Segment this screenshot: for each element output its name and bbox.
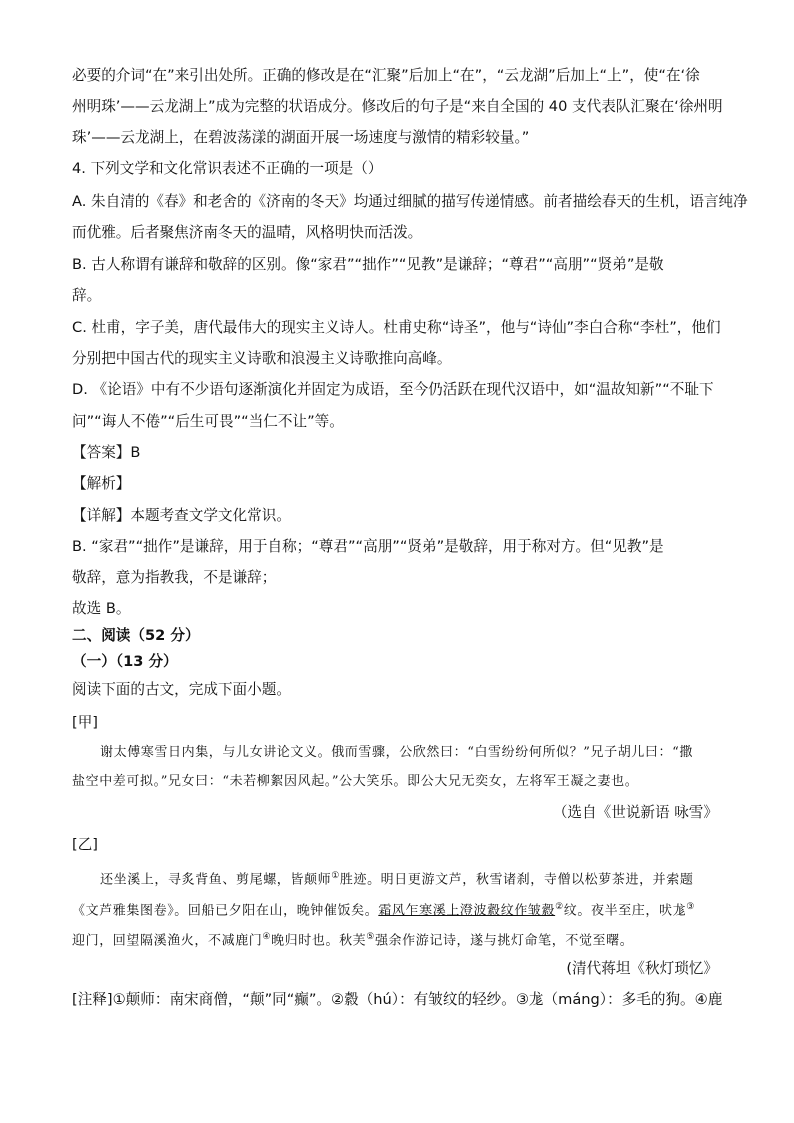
annotation-line: [注释]①颠师：南宋商僧，“颠”同“癫”。②縠（hú）：有皱纹的轻纱。③尨（máng）：多毛的狗。④鹿: [72, 991, 723, 1008]
passage-yi-line-2: [72, 897, 695, 921]
question-4-stem: 4. 下列文学和文化常识表述不正确的一项是（）: [72, 160, 383, 177]
option-c-line-1: C. 杜甫，字子美，唐代最伟大的现实主义诗人。杜甫史称“诗圣”，他与“诗仙”李白合称“李杜”，他们: [72, 319, 721, 336]
explanation-line-2: 敬辞，意为指教我，不是谦辞；: [72, 569, 277, 586]
intro-line-3: 珠’——云龙湖上，在碧波荡漾的湖面开展一场速度与激情的精彩较量。”: [72, 129, 530, 146]
note-mark-5: ⑤: [366, 932, 375, 942]
intro-line-2: 州明珠’——云龙湖上”成为完整的状语成分。修改后的句子是“来自全国的 40 支代表队汇聚在‘徐州明: [72, 98, 723, 115]
note-mark-1: ①: [331, 871, 340, 881]
analysis-tag: 【解析】: [72, 475, 131, 492]
subsection-title: （一）（13 分）: [72, 653, 178, 670]
passage-yi-line-1: [100, 866, 693, 890]
passage-yi-text: 晚归时也。秋芙: [271, 933, 367, 949]
passage-yi-text: 迎门，回望隔溪渔火，不减鹿门: [72, 933, 263, 949]
passage-yi-source: (清代蒋坦《秋灯琐忆》: [566, 960, 718, 977]
option-a-line-2: 而优雅。后者聚焦济南冬天的温晴，风格明快而活泼。: [72, 224, 423, 241]
reading-instruction: 阅读下面的古文，完成下面小题。: [72, 681, 291, 698]
answer-tag: 【答案】: [72, 444, 131, 461]
passage-jia-label: [甲]: [72, 714, 98, 731]
detail-line: [72, 506, 291, 526]
explanation-line-1: B. “家君”“拙作”是谦辞，用于自称；“尊君”“高朋”“贤弟”是敬辞，用于称对方。但“见教”是: [72, 538, 664, 555]
passage-yi-text: 《文芦雅集图卷》。回船已夕阳在山，晚钟催饭矣。: [72, 903, 379, 919]
option-b-line-1: B. 古人称谓有谦辞和敬辞的区别。像“家君”“拙作”“见教”是谦辞；“尊君”“高朋”“贤弟”是敬: [72, 256, 664, 273]
passage-yi-text: 还坐溪上，寻炙背鱼、剪尾螺，皆颠师: [100, 872, 332, 888]
passage-yi-line-3: [72, 927, 633, 951]
passage-yi-label: [乙]: [72, 836, 98, 853]
underlined-sentence: 霜风乍寒溪上澄波縠纹作皱縠: [378, 903, 556, 919]
passage-yi-text: 强余作游记诗，遂与挑灯命笔，不觉至曙。: [374, 933, 634, 949]
option-d-line-1: D. 《论语》中有不少语句逐渐演化并固定为成语，至今仍活跃在现代汉语中，如“温故知新”“不耻下: [72, 381, 714, 398]
passage-jia-line-2: 盐空中差可拟。”兄女曰：“未若柳絮因风起。”公大笑乐。即公大兄无奕女，左将军王凝之妻也。: [72, 774, 639, 789]
passage-yi-text: 纹。夜半至庄，吠尨: [563, 903, 687, 919]
answer-line: [72, 443, 140, 463]
passage-jia-line-1: 谢太傅寒雪日内集，与儿女讲论文义。俄而雪骤，公欣然曰：“白雪纷纷何所似？”兄子胡儿曰：“撒: [100, 745, 693, 760]
intro-line-1: 必要的介词“在”来引出处所。正确的修改是在“汇聚”后加上“在”，“云龙湖”后加上“上”，使“在‘徐: [72, 67, 700, 84]
conclusion: 故选 B。: [72, 600, 131, 617]
passage-yi-text: 胜迹。明日更游文芦，秋雪诸刹，寺僧以松萝茶进，并索题: [339, 872, 694, 888]
option-a-line-1: A. 朱自清的《春》和老舍的《济南的冬天》均通过细腻的描写传递情感。前者描绘春天的生机，语言纯净: [72, 193, 748, 210]
option-b-line-2: 辞。: [72, 287, 102, 304]
passage-jia-source: （选自《世说新语 咏雪》: [552, 804, 718, 821]
answer-value: B: [130, 444, 141, 461]
detail-text: 本题考查文学文化常识。: [130, 507, 291, 524]
note-mark-4: ④: [262, 932, 272, 942]
section-title: 二、阅读（52 分）: [72, 627, 200, 644]
option-c-line-2: 分别把中国古代的现实主义诗歌和浪漫主义诗歌推向高峰。: [72, 350, 452, 367]
option-d-line-2: 问”“诲人不倦”“后生可畏”“当仁不让”等。: [72, 413, 344, 430]
note-mark-3: ③: [686, 902, 695, 912]
note-mark-2: ②: [555, 902, 564, 912]
detail-tag: 【详解】: [72, 507, 131, 524]
